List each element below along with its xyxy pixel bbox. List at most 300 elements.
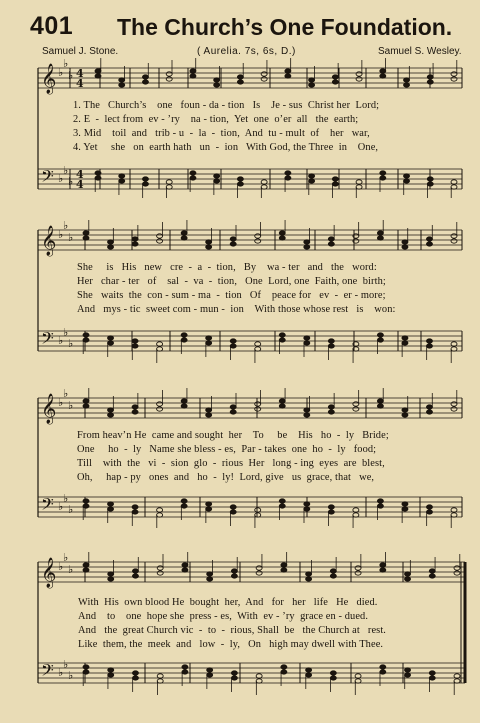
note-head xyxy=(214,83,220,87)
time-signature-icon: 4 xyxy=(76,77,84,90)
note-head xyxy=(157,234,163,238)
lyric-line: She is His new cre - a - tion, By wa - ter and the word: xyxy=(77,262,377,273)
note-head xyxy=(380,176,386,180)
note-head xyxy=(304,408,310,412)
note-head xyxy=(377,333,383,337)
note-head xyxy=(451,342,457,346)
note-head xyxy=(256,566,262,570)
note-head xyxy=(285,69,291,73)
note-head xyxy=(206,341,212,345)
note-head xyxy=(281,563,287,567)
note-head xyxy=(132,339,138,343)
note-head xyxy=(332,182,338,186)
note-head xyxy=(214,78,220,82)
note-head xyxy=(328,237,334,241)
note-head xyxy=(181,333,187,337)
note-head xyxy=(426,344,432,348)
note-head xyxy=(328,242,334,246)
note-head xyxy=(182,670,188,674)
note-head xyxy=(181,504,187,508)
note-head xyxy=(166,72,172,76)
flat-icon: ♭ xyxy=(63,58,69,70)
flat-icon: ♭ xyxy=(63,220,69,232)
note-head xyxy=(157,679,163,683)
note-head xyxy=(261,185,267,189)
note-head xyxy=(281,670,287,674)
note-head xyxy=(402,336,408,340)
note-head xyxy=(132,671,138,675)
note-head xyxy=(328,405,334,409)
note-head xyxy=(214,174,220,178)
note-head xyxy=(380,670,386,674)
note-head xyxy=(304,245,310,249)
time-signature-icon: 4 xyxy=(76,67,84,80)
note-head xyxy=(181,399,187,403)
note-head xyxy=(355,566,361,570)
note-head xyxy=(279,231,285,235)
lyric-line: From heav’n He came and sought her To be His ho - ly Bride; xyxy=(77,430,389,441)
lyric-line: One ho - ly Name she bless - es, Par - takes one ho - ly food; xyxy=(77,444,377,455)
note-head xyxy=(426,410,432,414)
note-head xyxy=(230,242,236,246)
note-head xyxy=(166,185,172,189)
lyric-line: She waits the con - sum - ma - tion Of peace for ev - er - more; xyxy=(77,290,386,301)
note-head xyxy=(132,676,138,680)
note-head xyxy=(231,671,237,675)
bass-clef-icon: 𝄢 xyxy=(41,494,54,518)
note-head xyxy=(142,182,148,186)
flat-icon: ♭ xyxy=(58,666,64,679)
note-head xyxy=(108,336,114,340)
note-head xyxy=(83,499,89,503)
note-head xyxy=(132,510,138,514)
note-head xyxy=(132,242,138,246)
note-head xyxy=(95,171,101,175)
note-head xyxy=(108,341,114,345)
note-head xyxy=(451,77,457,81)
hymn-title: The Church’s One Foundation. xyxy=(117,14,453,40)
note-head xyxy=(237,80,243,84)
flat-icon: ♭ xyxy=(58,396,64,409)
note-head xyxy=(166,180,172,184)
note-head xyxy=(279,338,285,342)
flat-icon: ♭ xyxy=(68,399,74,412)
note-head xyxy=(451,402,457,406)
note-head xyxy=(157,342,163,346)
note-head xyxy=(402,507,408,511)
note-head xyxy=(132,237,138,241)
note-head xyxy=(108,577,114,581)
note-head xyxy=(157,566,163,570)
note-head xyxy=(181,499,187,503)
note-head xyxy=(279,236,285,240)
note-head xyxy=(279,504,285,508)
note-head xyxy=(83,404,89,408)
lyric-line: 2. E - lect from ev - ’ry na - tion, Yet one o’er all the earth; xyxy=(73,114,359,125)
note-head xyxy=(95,176,101,180)
note-head xyxy=(356,77,362,81)
note-head xyxy=(231,676,237,680)
note-head xyxy=(255,342,261,346)
note-head xyxy=(426,405,432,409)
note-head xyxy=(83,338,89,342)
lyric-line: 1. The Church’s one foun - da - tion Is Je - sus Christ her Lord; xyxy=(73,100,380,111)
flat-icon: ♭ xyxy=(68,337,74,350)
note-head xyxy=(454,674,460,678)
note-head xyxy=(142,80,148,84)
treble-clef-icon: 𝄞 xyxy=(41,394,57,424)
note-head xyxy=(377,236,383,240)
note-head xyxy=(256,674,262,678)
note-head xyxy=(304,413,310,417)
flat-icon: ♭ xyxy=(58,500,64,513)
flat-icon: ♭ xyxy=(68,231,74,244)
note-head xyxy=(309,179,315,183)
lyric-line: 3. Mid toil and trib - u - la - tion, And tu - mult of her war, xyxy=(73,128,370,139)
note-head xyxy=(207,673,213,677)
lyric-line: 4. Yet she on earth hath un - ion With God, the Three in One, xyxy=(73,142,379,153)
note-head xyxy=(206,245,212,249)
note-head xyxy=(285,74,291,78)
note-head xyxy=(255,402,261,406)
flat-icon: ♭ xyxy=(58,560,64,573)
note-head xyxy=(230,344,236,348)
lyric-line: Till with the vi - sion glo - rious Her long - ing eyes are blest, xyxy=(77,458,385,469)
note-head xyxy=(405,572,411,576)
note-head xyxy=(451,234,457,238)
note-head xyxy=(119,78,125,82)
note-head xyxy=(429,671,435,675)
flat-icon: ♭ xyxy=(63,492,69,505)
note-head xyxy=(377,504,383,508)
note-head xyxy=(426,510,432,514)
note-head xyxy=(230,510,236,514)
note-head xyxy=(206,507,212,511)
note-head xyxy=(119,179,125,183)
note-head xyxy=(182,563,188,567)
music-system-4 xyxy=(0,552,480,712)
note-head xyxy=(132,344,138,348)
note-head xyxy=(190,176,196,180)
note-head xyxy=(255,513,261,517)
note-head xyxy=(451,407,457,411)
note-head xyxy=(206,502,212,506)
note-head xyxy=(182,568,188,572)
note-head xyxy=(279,404,285,408)
note-head xyxy=(355,679,361,683)
note-head xyxy=(402,502,408,506)
note-head xyxy=(328,505,334,509)
note-head xyxy=(190,69,196,73)
note-head xyxy=(356,72,362,76)
note-head xyxy=(132,505,138,509)
note-head xyxy=(83,665,89,669)
note-head xyxy=(157,674,163,678)
note-head xyxy=(182,665,188,669)
note-head xyxy=(332,75,338,79)
note-head xyxy=(377,404,383,408)
note-head xyxy=(355,674,361,678)
note-head xyxy=(119,83,125,87)
note-head xyxy=(380,563,386,567)
note-head xyxy=(405,673,411,677)
flat-icon: ♭ xyxy=(58,334,64,347)
note-head xyxy=(157,239,163,243)
note-head xyxy=(230,405,236,409)
hymn-number: 401 xyxy=(30,12,74,40)
treble-clef-icon: 𝄞 xyxy=(41,558,57,588)
note-head xyxy=(157,571,163,575)
note-head xyxy=(356,180,362,184)
note-head xyxy=(108,673,114,677)
music-system-3 xyxy=(0,388,480,528)
note-head xyxy=(451,508,457,512)
note-head xyxy=(404,179,410,183)
note-head xyxy=(451,513,457,517)
note-head xyxy=(83,568,89,572)
note-head xyxy=(83,236,89,240)
note-head xyxy=(405,668,411,672)
note-head xyxy=(261,180,267,184)
flat-icon: ♭ xyxy=(63,326,69,339)
flat-icon: ♭ xyxy=(63,658,69,671)
note-head xyxy=(255,508,261,512)
bass-clef-icon: 𝄢 xyxy=(41,166,54,190)
note-head xyxy=(230,410,236,414)
note-head xyxy=(380,74,386,78)
flat-icon: ♭ xyxy=(68,669,74,682)
tune-name: ( Aurelia. 7s, 6s, D.) xyxy=(197,46,296,57)
note-head xyxy=(330,676,336,680)
note-head xyxy=(426,237,432,241)
note-head xyxy=(261,72,267,76)
flat-icon: ♭ xyxy=(63,552,69,564)
note-head xyxy=(230,237,236,241)
note-head xyxy=(132,405,138,409)
note-head xyxy=(157,407,163,411)
note-head xyxy=(429,569,435,573)
note-head xyxy=(166,77,172,81)
note-head xyxy=(83,333,89,337)
note-head xyxy=(330,569,336,573)
note-head xyxy=(181,338,187,342)
note-head xyxy=(157,513,163,517)
note-head xyxy=(108,502,114,506)
flat-icon: ♭ xyxy=(68,563,74,576)
note-head xyxy=(279,399,285,403)
note-head xyxy=(83,504,89,508)
flat-icon: ♭ xyxy=(68,69,74,82)
note-head xyxy=(309,83,315,87)
note-head xyxy=(255,234,261,238)
note-head xyxy=(108,668,114,672)
note-head xyxy=(332,177,338,181)
note-head xyxy=(429,574,435,578)
note-head xyxy=(207,668,213,672)
time-signature-icon: 4 xyxy=(76,168,84,181)
note-head xyxy=(157,508,163,512)
note-head xyxy=(230,505,236,509)
note-head xyxy=(356,185,362,189)
note-head xyxy=(309,174,315,178)
note-head xyxy=(132,574,138,578)
note-head xyxy=(108,413,114,417)
note-head xyxy=(237,182,243,186)
note-head xyxy=(281,665,287,669)
note-head xyxy=(404,78,410,82)
flat-icon: ♭ xyxy=(63,388,69,400)
note-head xyxy=(427,177,433,181)
note-head xyxy=(451,239,457,243)
note-head xyxy=(108,245,114,249)
note-head xyxy=(206,336,212,340)
note-head xyxy=(332,80,338,84)
lyric-line: Oh, hap - py ones and ho - ly! Lord, give us grace, that we, xyxy=(77,472,375,483)
note-head xyxy=(95,69,101,73)
flat-icon: ♭ xyxy=(58,228,64,241)
note-head xyxy=(306,673,312,677)
note-head xyxy=(451,72,457,76)
note-head xyxy=(304,336,310,340)
author-credit: Samuel J. Stone. xyxy=(42,46,119,57)
note-head xyxy=(451,180,457,184)
note-head xyxy=(402,413,408,417)
note-head xyxy=(405,577,411,581)
time-signature-icon: 4 xyxy=(76,178,84,191)
note-head xyxy=(454,571,460,575)
note-head xyxy=(181,404,187,408)
note-head xyxy=(83,399,89,403)
note-head xyxy=(255,407,261,411)
lyric-line: And the great Church vic - to - rious, Shall be the Church at rest. xyxy=(78,625,387,636)
note-head xyxy=(231,574,237,578)
note-head xyxy=(190,74,196,78)
note-head xyxy=(190,171,196,175)
flat-icon: ♭ xyxy=(58,172,64,185)
flat-icon: ♭ xyxy=(68,175,74,188)
note-head xyxy=(304,507,310,511)
note-head xyxy=(454,566,460,570)
note-head xyxy=(454,679,460,683)
note-head xyxy=(377,338,383,342)
note-head xyxy=(157,347,163,351)
note-head xyxy=(207,572,213,576)
note-head xyxy=(330,574,336,578)
note-head xyxy=(181,236,187,240)
note-head xyxy=(402,240,408,244)
note-head xyxy=(306,668,312,672)
note-head xyxy=(328,339,334,343)
note-head xyxy=(451,347,457,351)
flat-icon: ♭ xyxy=(58,66,64,79)
note-head xyxy=(427,80,433,84)
note-head xyxy=(306,577,312,581)
note-head xyxy=(427,182,433,186)
note-head xyxy=(380,665,386,669)
note-head xyxy=(231,569,237,573)
note-head xyxy=(95,74,101,78)
music-system-2 xyxy=(0,220,480,365)
note-head xyxy=(157,402,163,406)
note-head xyxy=(285,171,291,175)
note-head xyxy=(451,185,457,189)
note-head xyxy=(108,507,114,511)
note-head xyxy=(377,499,383,503)
note-head xyxy=(206,240,212,244)
note-head xyxy=(328,344,334,348)
lyric-line: And to one hope she press - es, With ev - ’ry grace en - dued. xyxy=(78,611,369,622)
composer-credit: Samuel S. Wesley. xyxy=(378,46,462,57)
note-head xyxy=(353,407,359,411)
note-head xyxy=(230,339,236,343)
note-head xyxy=(181,231,187,235)
note-head xyxy=(402,408,408,412)
note-head xyxy=(108,408,114,412)
note-head xyxy=(380,171,386,175)
note-head xyxy=(108,572,114,576)
lyric-line: And mys - tic sweet com - mun - ion With those whose rest is won: xyxy=(77,304,396,315)
note-head xyxy=(353,508,359,512)
note-head xyxy=(255,347,261,351)
note-head xyxy=(402,341,408,345)
note-head xyxy=(377,231,383,235)
note-head xyxy=(377,399,383,403)
note-head xyxy=(83,563,89,567)
lyric-line: Like them, the meek and low - ly, On high may dwell with Thee. xyxy=(78,639,384,650)
note-head xyxy=(402,245,408,249)
note-head xyxy=(306,572,312,576)
lyric-line: Her char - ter of sal - va - tion, One Lord, one Faith, one birth; xyxy=(77,276,386,287)
note-head xyxy=(281,568,287,572)
note-head xyxy=(132,410,138,414)
note-head xyxy=(304,341,310,345)
note-head xyxy=(132,569,138,573)
note-head xyxy=(353,402,359,406)
note-head xyxy=(304,240,310,244)
note-head xyxy=(355,571,361,575)
note-head xyxy=(142,75,148,79)
note-head xyxy=(304,502,310,506)
note-head xyxy=(261,77,267,81)
music-system-1 xyxy=(0,58,480,198)
flat-icon: ♭ xyxy=(68,503,74,516)
note-head xyxy=(328,510,334,514)
note-head xyxy=(353,513,359,517)
note-head xyxy=(207,577,213,581)
lyric-line: With His own blood He bought her, And for her life He died. xyxy=(78,597,378,608)
note-head xyxy=(380,69,386,73)
note-head xyxy=(255,239,261,243)
note-head xyxy=(237,177,243,181)
note-head xyxy=(279,499,285,503)
note-head xyxy=(426,505,432,509)
note-head xyxy=(214,179,220,183)
note-head xyxy=(404,174,410,178)
note-head xyxy=(256,679,262,683)
note-head xyxy=(206,413,212,417)
note-head xyxy=(429,676,435,680)
note-head xyxy=(206,408,212,412)
note-head xyxy=(108,240,114,244)
note-head xyxy=(142,177,148,181)
treble-clef-icon: 𝄞 xyxy=(41,226,57,256)
note-head xyxy=(285,176,291,180)
bass-clef-icon: 𝄢 xyxy=(41,660,54,684)
note-head xyxy=(237,75,243,79)
flat-icon: ♭ xyxy=(63,164,69,177)
note-head xyxy=(328,410,334,414)
note-head xyxy=(380,568,386,572)
